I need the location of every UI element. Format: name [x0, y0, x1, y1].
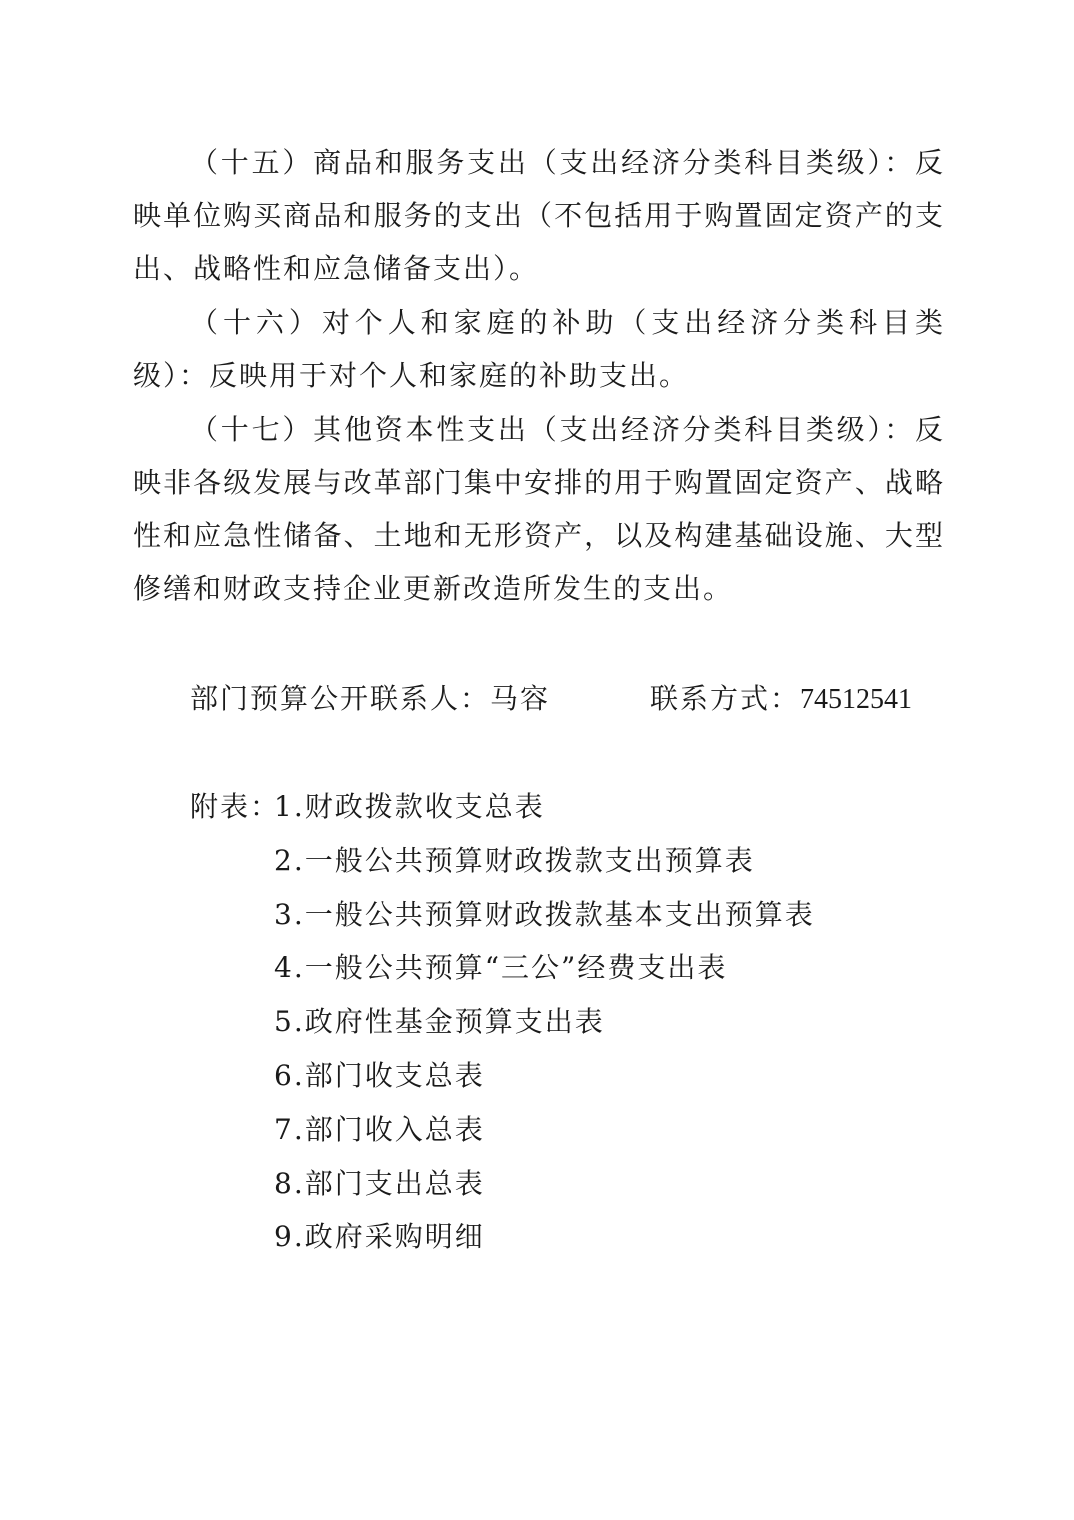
attachment-item: 7.部门收入总表 — [274, 1112, 485, 1146]
contact-phone-label: 联系方式： — [650, 682, 801, 715]
attachment-item: 9.政府采购明细 — [274, 1220, 485, 1254]
contact-person — [190, 674, 550, 724]
contact-person-name: 马容 — [490, 682, 551, 715]
attachment-item: 3.一般公共预算财政拨款基本支出预算表 — [274, 897, 815, 931]
contact-person-label: 部门预算公开联系人： — [190, 682, 491, 715]
attachments-list — [274, 782, 815, 1266]
attachment-item: 2.一般公共预算财政拨款支出预算表 — [274, 843, 755, 877]
attachment-item: 8.部门支出总表 — [274, 1166, 485, 1200]
attachments-label: 附表： — [190, 790, 281, 823]
attachment-item: 6.部门收支总表 — [274, 1058, 485, 1092]
paragraph-household-subsidy: （十六）对个人和家庭的补助（支出经济分类科目类级）：反映用于对个人和家庭的补助支出。 — [133, 306, 945, 392]
attachment-item: 4.一般公共预算“三公”经费支出表 — [274, 951, 728, 985]
contact-phone — [650, 674, 912, 725]
contact-phone-number: 74512541 — [800, 684, 913, 715]
attachment-item: 1.财政拨款收支总表 — [274, 790, 545, 823]
attachment-item: 5.政府性基金预算支出表 — [274, 1005, 605, 1039]
paragraph-other-capital-expenditure: （十七）其他资本性支出（支出经济分类科目类级）：反映非各级发展与改革部门集中安排的用于购置固定资产、战略性和应急性储备、土地和无形资产，以及构建基础设施、大型修缮和财政支持企业更新改造所发生的支出。 — [133, 413, 945, 605]
paragraph-goods-services-expenditure: （十五）商品和服务支出（支出经济分类科目类级）：反映单位购买商品和服务的支出（不包括用于购置固定资产的支出、战略性和应急储备支出）。 — [133, 146, 945, 285]
